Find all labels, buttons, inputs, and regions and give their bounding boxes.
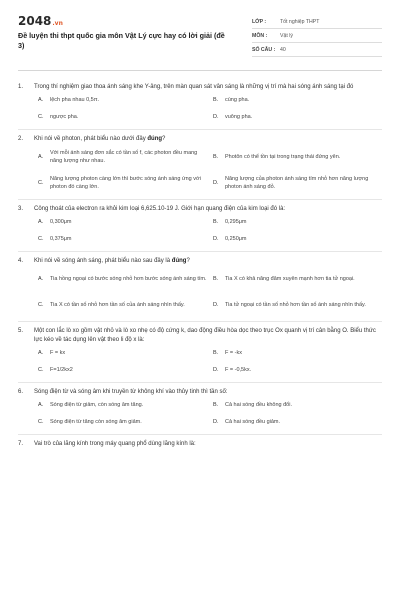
page-header — [18, 14, 382, 64]
option-text: Năng lượng của photon ánh sáng tím nhỏ hơn năng lượng photon ánh sáng đỏ. — [225, 175, 369, 190]
answer-option[interactable] — [38, 231, 207, 248]
option-letter: D. — [213, 367, 219, 374]
exam-title: Đề luyện thi thpt quốc gia môn Vật Lý cực hay có lời giải (đề 3) — [18, 31, 225, 50]
option-text: F = -0,5kx. — [225, 367, 252, 374]
question-text-main: Khi nói về photon, phát biểu nào dưới đây — [34, 136, 148, 142]
question-stem — [18, 327, 382, 345]
option-text: Với mỗi ánh sáng đơn sắc có tần số f, các photon đều mang năng lượng như nhau. — [50, 149, 198, 164]
question-stem — [18, 83, 382, 92]
meta-key: LỚP : — [252, 18, 267, 25]
question-text — [34, 327, 382, 345]
answer-option[interactable] — [213, 214, 382, 231]
option-text: F=1/2kx2 — [50, 367, 73, 374]
option-letter: C. — [38, 301, 44, 308]
option-letter: C. — [38, 179, 44, 186]
answer-option[interactable] — [213, 170, 382, 196]
answer-option[interactable] — [213, 92, 382, 109]
answer-option[interactable] — [213, 292, 382, 318]
option-letter: D. — [213, 179, 219, 186]
option-letter: B. — [213, 275, 219, 282]
answer-options — [18, 92, 382, 126]
question-text-main: Khi nói về sóng ánh sáng, phát biểu nào sau đây là — [34, 258, 172, 264]
option-text: vuông pha. — [225, 114, 253, 121]
answer-option[interactable] — [213, 109, 382, 126]
option-text: Photôn có thể tồn tại trong trạng thái đứng yên. — [225, 153, 341, 160]
option-text: Tia tử ngoại có tần số nhỏ hơn tần số ánh sáng nhìn thấy. — [225, 301, 366, 308]
option-text: Tia hồng ngoại có bước sóng nhỏ hơn bước sóng ánh sáng tím. — [50, 275, 207, 282]
question-item — [18, 435, 382, 452]
option-text: 0,300μm — [50, 219, 72, 226]
option-letter: C. — [38, 367, 44, 374]
question-text — [34, 135, 165, 144]
meta-value: 40 — [280, 46, 286, 53]
answer-options — [18, 397, 382, 431]
question-text-main: Một con lắc lò xo gồm vật nhỏ và lò xo nhẹ có độ cứng k, dao động điều hòa dọc theo trục Ox quanh vị trí cân bằng O. Biểu thức lực kéo về tác dụng lên vật theo li độ x là: — [34, 328, 376, 343]
question-text — [34, 257, 190, 266]
answer-option[interactable] — [38, 92, 207, 109]
answer-option[interactable] — [213, 144, 382, 170]
question-number: 3. — [18, 206, 24, 212]
question-stem — [18, 205, 382, 214]
option-letter: D. — [213, 236, 219, 243]
option-letter: C. — [38, 236, 44, 243]
answer-options — [18, 214, 382, 248]
option-text: Sóng điện từ tăng còn sóng âm giảm. — [50, 419, 142, 426]
exam-meta — [252, 15, 382, 57]
question-stem — [18, 388, 382, 397]
option-text: Năng lượng photon càng lớn thì bước sóng ánh sáng ứng với photon đó càng lớn. — [50, 175, 201, 190]
answer-options — [18, 345, 382, 379]
option-letter: C. — [38, 419, 44, 426]
option-text: 0,375μm — [50, 236, 72, 243]
option-text: F = kx — [50, 350, 66, 357]
question-text — [34, 83, 353, 92]
question-number: 1. — [18, 84, 24, 90]
meta-value: Tốt nghiệp THPT — [280, 18, 320, 25]
option-text: Tia X có khả năng đâm xuyên mạnh hơn tia tử ngoại. — [225, 275, 355, 282]
question-text-main: Vai trò của lăng kính trong máy quang phổ dùng lăng kính là: — [34, 441, 196, 447]
answer-option[interactable] — [38, 414, 207, 431]
question-stem — [18, 257, 382, 266]
option-text: Cả hai sóng đều không đổi. — [225, 402, 292, 409]
answer-option[interactable] — [213, 414, 382, 431]
answer-option[interactable] — [38, 362, 207, 379]
option-letter: C. — [38, 114, 44, 121]
option-text: 0,295μm — [225, 219, 247, 226]
option-letter: B. — [213, 153, 219, 160]
option-letter: A. — [38, 275, 44, 282]
option-text: lệch pha nhau 0,5π. — [50, 97, 100, 104]
option-letter: B. — [213, 97, 219, 104]
question-text-emphasis: đúng — [147, 136, 163, 142]
option-letter: A. — [38, 153, 44, 160]
answer-option[interactable] — [38, 345, 207, 362]
question-stem — [18, 135, 382, 144]
question-number: 5. — [18, 328, 24, 334]
question-item — [18, 200, 382, 252]
question-item — [18, 383, 382, 435]
answer-option[interactable] — [38, 214, 207, 231]
answer-option[interactable] — [213, 345, 382, 362]
option-text: F = -kx — [225, 350, 242, 357]
question-text-main: Trong thí nghiệm giao thoa ánh sáng khe Y-âng, trên màn quan sát vân sáng là những vị trí mà hai sóng ánh sáng tại đó — [34, 84, 354, 90]
header-divider — [18, 70, 382, 71]
answer-option[interactable] — [38, 109, 207, 126]
option-letter: D. — [213, 301, 219, 308]
question-item — [18, 322, 382, 383]
answer-option[interactable] — [38, 266, 207, 292]
option-text: Cả hai sóng đều giảm. — [225, 419, 281, 426]
question-text-emphasis: đúng — [171, 258, 187, 264]
brand-name: 2048 — [18, 14, 52, 28]
brand-logo[interactable] — [18, 14, 63, 28]
meta-key: SỐ CÂU : — [252, 46, 276, 53]
meta-row-class — [252, 15, 382, 29]
option-letter: A. — [38, 97, 44, 104]
option-text: cùng pha. — [225, 97, 250, 104]
question-number: 4. — [18, 258, 24, 264]
meta-value: Vật lý — [280, 32, 293, 39]
question-item — [18, 130, 382, 200]
answer-option[interactable] — [213, 266, 382, 292]
answer-option[interactable] — [38, 144, 207, 170]
option-letter: D. — [213, 114, 219, 121]
option-letter: A. — [38, 402, 44, 409]
option-letter: B. — [213, 402, 219, 409]
question-text — [34, 388, 227, 397]
option-letter: B. — [213, 350, 219, 357]
option-letter: A. — [38, 219, 44, 226]
answer-option[interactable] — [38, 397, 207, 414]
question-item — [18, 78, 382, 130]
question-stem — [18, 440, 382, 449]
question-text-main: Sóng điện từ và sóng âm khi truyền từ không khí vào thủy tinh thì tần số: — [34, 389, 228, 395]
question-list — [18, 78, 382, 452]
answer-option[interactable] — [213, 231, 382, 248]
question-text — [34, 440, 196, 449]
option-letter: D. — [213, 419, 219, 426]
question-text-tail: ? — [186, 258, 190, 264]
answer-option[interactable] — [38, 170, 207, 196]
question-number: 7. — [18, 441, 24, 447]
option-text: Sóng điện từ giảm, còn sóng âm tăng. — [50, 402, 144, 409]
question-text — [34, 205, 285, 214]
answer-option[interactable] — [213, 362, 382, 379]
answer-options — [18, 144, 382, 196]
question-text-tail: ? — [162, 136, 166, 142]
answer-option[interactable] — [38, 292, 207, 318]
option-text: Tia X có tần số nhỏ hơn tần số của ánh sáng nhìn thấy. — [50, 301, 185, 308]
question-number: 6. — [18, 389, 24, 395]
option-letter: A. — [38, 350, 44, 357]
question-item — [18, 252, 382, 322]
option-letter: B. — [213, 219, 219, 226]
meta-key: MÔN : — [252, 32, 268, 39]
question-number: 2. — [18, 136, 24, 142]
question-text-main: Công thoát của electron ra khỏi kim loại 6,625.10-19 J. Giới hạn quang điện của kim loại đó là: — [34, 206, 286, 212]
answer-options — [18, 266, 382, 318]
meta-row-count — [252, 43, 382, 57]
option-text: 0,250μm — [225, 236, 247, 243]
answer-option[interactable] — [213, 397, 382, 414]
meta-row-subject — [252, 29, 382, 43]
brand-suffix: .vn — [52, 20, 63, 27]
option-text: ngược pha. — [50, 114, 79, 121]
